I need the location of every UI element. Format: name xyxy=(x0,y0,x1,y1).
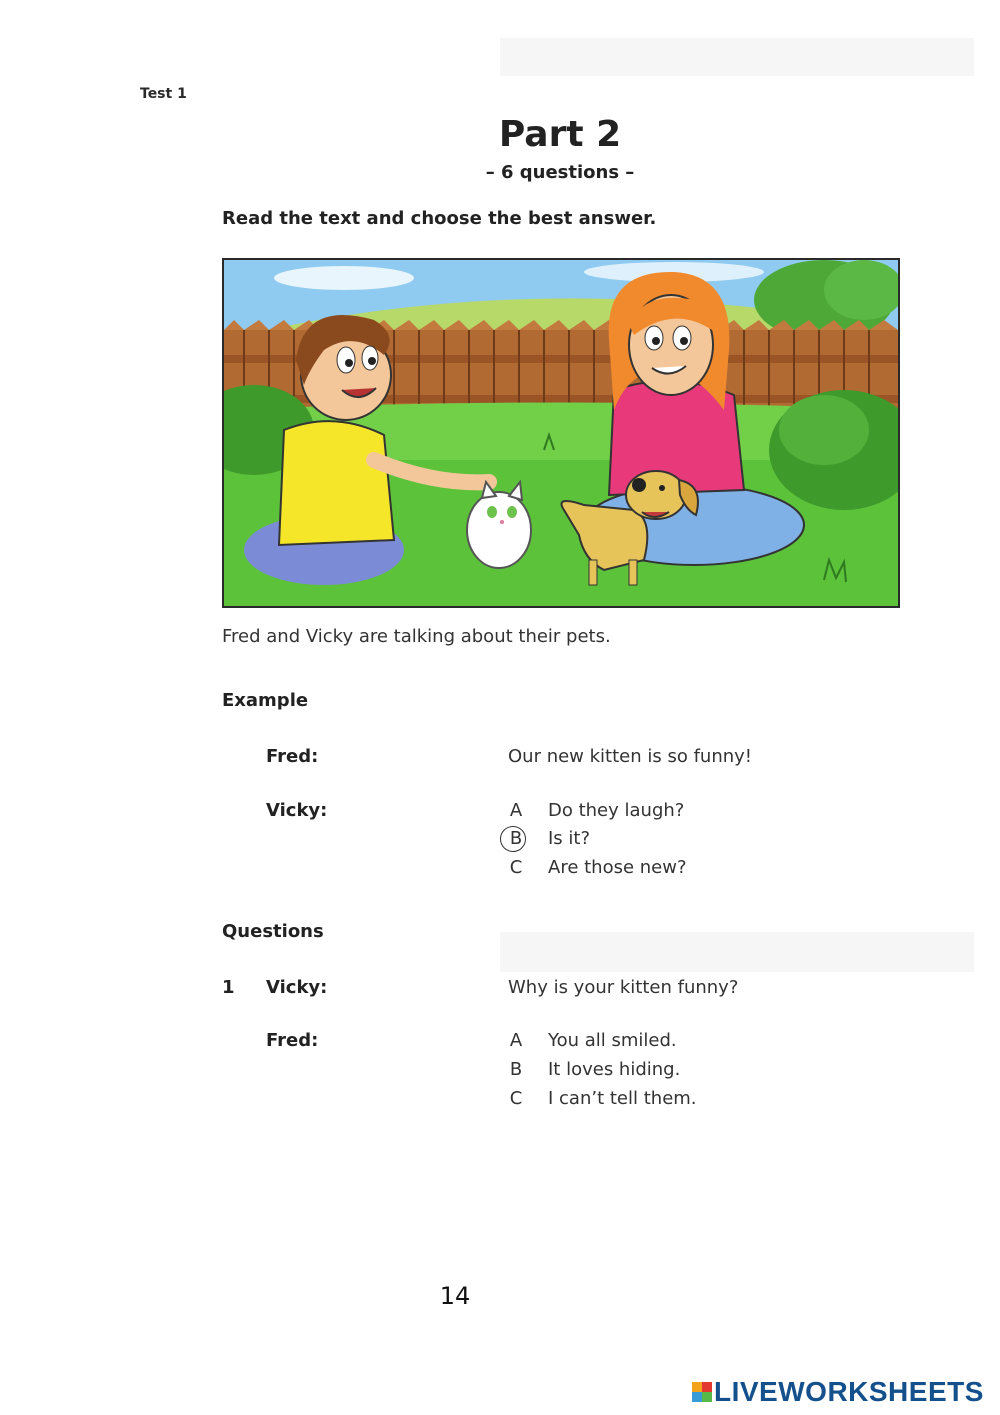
brand-name: LIVEWORKSHEETS xyxy=(714,1376,984,1407)
question-number: 1 xyxy=(222,977,235,998)
part-title: Part 2 xyxy=(498,114,622,155)
question-response-speaker: Fred: xyxy=(266,1030,319,1051)
questions-heading: Questions xyxy=(222,921,324,942)
example-option-text: Is it? xyxy=(548,828,591,849)
example-option-letter: B xyxy=(509,828,523,849)
liveworksheets-logo-icon xyxy=(692,1382,712,1402)
question-option-letter[interactable]: B xyxy=(509,1059,523,1080)
scan-smudge xyxy=(500,38,974,76)
question-option-c[interactable]: I can’t tell them. xyxy=(548,1088,697,1109)
example-heading: Example xyxy=(222,690,309,711)
illustration-caption: Fred and Vicky are talking about their pets. xyxy=(222,626,611,647)
illustration-svg xyxy=(224,260,898,606)
question-option-a[interactable]: You all smiled. xyxy=(548,1030,677,1051)
example-option-letter: A xyxy=(509,800,523,821)
question-option-letter[interactable]: A xyxy=(509,1030,523,1051)
logo-tile xyxy=(702,1382,712,1392)
question-prompt-speaker: Vicky: xyxy=(266,977,328,998)
logo-tile xyxy=(702,1392,712,1402)
example-prompt-speaker: Fred: xyxy=(266,746,319,767)
liveworksheets-brand[interactable] xyxy=(692,1376,984,1408)
logo-tile xyxy=(692,1392,702,1402)
example-option-text: Do they laugh? xyxy=(548,800,685,821)
part-subtitle: – 6 questions – xyxy=(485,162,635,183)
example-option-text: Are those new? xyxy=(548,857,687,878)
illustration-fred-vicky-pets xyxy=(222,258,900,608)
question-option-letter[interactable]: C xyxy=(509,1088,523,1109)
question-prompt-text: Why is your kitten funny? xyxy=(508,977,739,998)
page-number: 14 xyxy=(439,1282,471,1310)
logo-tile xyxy=(692,1382,702,1392)
test-label: Test 1 xyxy=(140,86,187,102)
example-option-letter: C xyxy=(509,857,523,878)
scan-smudge xyxy=(500,932,974,972)
instruction: Read the text and choose the best answer. xyxy=(222,208,657,229)
question-option-b[interactable]: It loves hiding. xyxy=(548,1059,681,1080)
example-response-speaker: Vicky: xyxy=(266,800,328,821)
example-prompt-text: Our new kitten is so funny! xyxy=(508,746,753,767)
